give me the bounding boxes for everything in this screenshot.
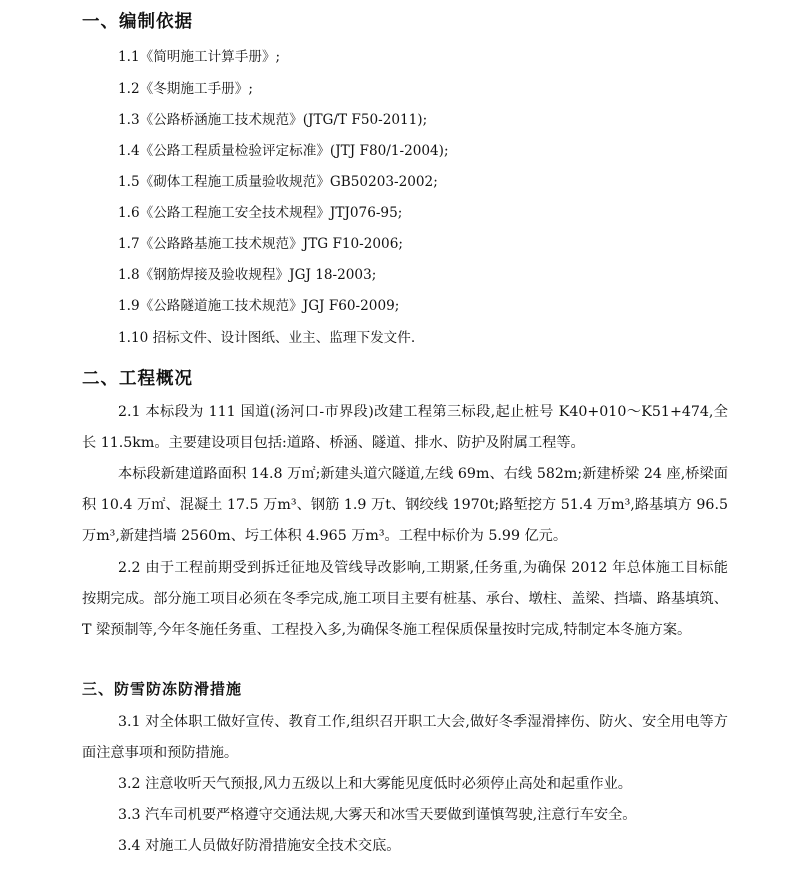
- basis-item-1: 1.1《简明施工计算手册》;: [118, 49, 281, 65]
- section-heading-basis: 一、编制依据: [82, 12, 193, 32]
- basis-item-6: 1.6《公路工程施工安全技术规程》JTJ076-95;: [118, 205, 403, 221]
- section-heading-overview: 二、工程概况: [82, 369, 193, 389]
- basis-item-2: 1.2《冬期施工手册》;: [118, 81, 253, 97]
- basis-item-4: 1.4《公路工程质量检验评定标准》(JTJ F80/1-2004);: [118, 143, 449, 159]
- basis-item-8: 1.8《钢筋焊接及验收规程》JGJ 18-2003;: [118, 267, 377, 283]
- overview-paragraph-quantity: 本标段新建道路面积 14.8 万㎡;新建头道穴隧道,左线 69m、右线 582m;新建桥梁 24 座,桥梁面积 10.4 万㎡、混凝土 17.5 万m³、钢筋 1.9 万t、钢绞线 1970t;路堑挖方 51.4 万m³,路基填方 96.5 万m³,新建挡墙 2560m、圬工体积 4.965 万m³。工程中标价为 5.99 亿元。: [82, 466, 728, 544]
- basis-item-7: 1.7《公路路基施工技术规范》JTG F10-2006;: [118, 236, 403, 252]
- basis-item-9: 1.9《公路隧道施工技术规范》JGJ F60-2009;: [118, 298, 400, 314]
- section-heading-measures: 三、防雪防冻防滑措施: [82, 680, 243, 698]
- measure-paragraph-4: 3.4 对施工人员做好防滑措施安全技术交底。: [118, 838, 401, 854]
- basis-item-3: 1.3《公路桥涵施工技术规范》(JTG/T F50-2011);: [118, 112, 428, 128]
- basis-item-10: 1.10 招标文件、设计图纸、业主、监理下发文件.: [118, 330, 416, 346]
- measure-paragraph-1: 3.1 对全体职工做好宣传、教育工作,组织召开职工大会,做好冬季湿滑摔伤、防火、安全用电等方面注意事项和预防措施。: [82, 714, 728, 761]
- measure-paragraph-2: 3.2 注意收听天气预报,风力五级以上和大雾能见度低时必须停止高处和起重作业。: [118, 776, 632, 792]
- overview-paragraph-schedule: 2.2 由于工程前期受到拆迁征地及管线导改影响,工期紧,任务重,为确保 2012 年总体施工目标能按期完成。部分施工项目必须在冬季完成,施工项目主要有桩基、承台、墩柱、盖梁、挡墙、路基填筑、T 梁预制等,今年冬施任务重、工程投入多,为确保冬施工程保质保量按时完成,特制定本冬施方案。: [82, 560, 728, 638]
- basis-item-5: 1.5《砌体工程施工质量验收规范》GB50203-2002;: [118, 174, 438, 190]
- measure-paragraph-3: 3.3 汽车司机要严格遵守交通法规,大雾天和冰雪天要做到谨慎驾驶,注意行车安全。: [118, 807, 637, 823]
- overview-paragraph-scope: 2.1 本标段为 111 国道(汤河口-市界段)改建工程第三标段,起止桩号 K40+010～K51+474,全长 11.5km。主要建设项目包括:道路、桥涵、隧道、排水、防护及附属工程等。: [82, 404, 728, 451]
